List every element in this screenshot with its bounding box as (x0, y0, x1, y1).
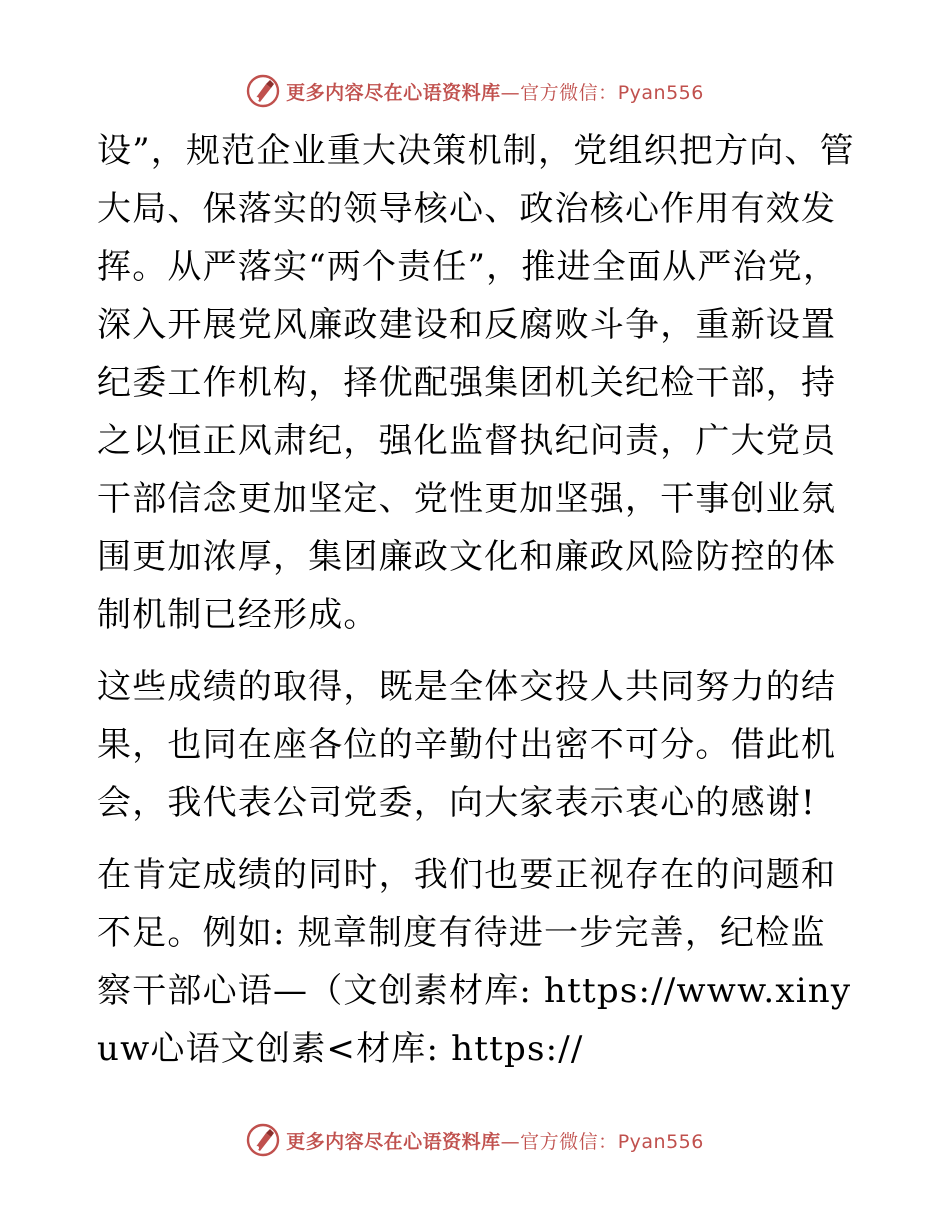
banner-wechat-label: 官方微信： (520, 1130, 618, 1153)
banner-brand: 更多内容尽在心语资料库 (286, 81, 501, 104)
footer-banner (0, 1120, 950, 1160)
header-banner (0, 71, 950, 111)
banner-separator: — (500, 1130, 521, 1153)
banner-wechat-id: Pyan556 (617, 1130, 704, 1153)
pen-logo-icon (246, 1123, 280, 1157)
pen-logo-icon (246, 74, 280, 108)
document-body (97, 122, 857, 1078)
paragraph-3: 在肯定成绩的同时，我们也要正视存在的问题和不足。例如: 规章制度有待进一步完善，纪检监察干部心语—（文创素材库: https://www.xinyuw心语文创素<材库: https:// (97, 855, 852, 1069)
banner-wechat-label: 官方微信： (520, 81, 618, 104)
paragraph-1: 设”，规范企业重大决策机制，党组织把方向、管大局、保落实的领导核心、政治核心作用有效发挥。从严落实“两个责任”，推进全面从严治党，深入开展党风廉政建设和反腐败斗争，重新设置纪委工作机构，择优配强集团机关纪检干部，持之以恒正风肃纪，强化监督执纪问责，广大党员干部信念更加坚定、党性更加坚强，干事创业氛围更加浓厚，集团廉政文化和廉政风险防控的体制机制已经形成。 (97, 131, 855, 635)
paragraph-2: 这些成绩的取得，既是全体交投人共同努力的结果，也同在座各位的辛勤付出密不可分。借此机会，我代表公司党委，向大家表示衷心的感谢! (97, 667, 837, 823)
banner-separator: — (500, 81, 521, 104)
banner-wechat-id: Pyan556 (617, 81, 704, 104)
banner-brand: 更多内容尽在心语资料库 (286, 1130, 501, 1153)
